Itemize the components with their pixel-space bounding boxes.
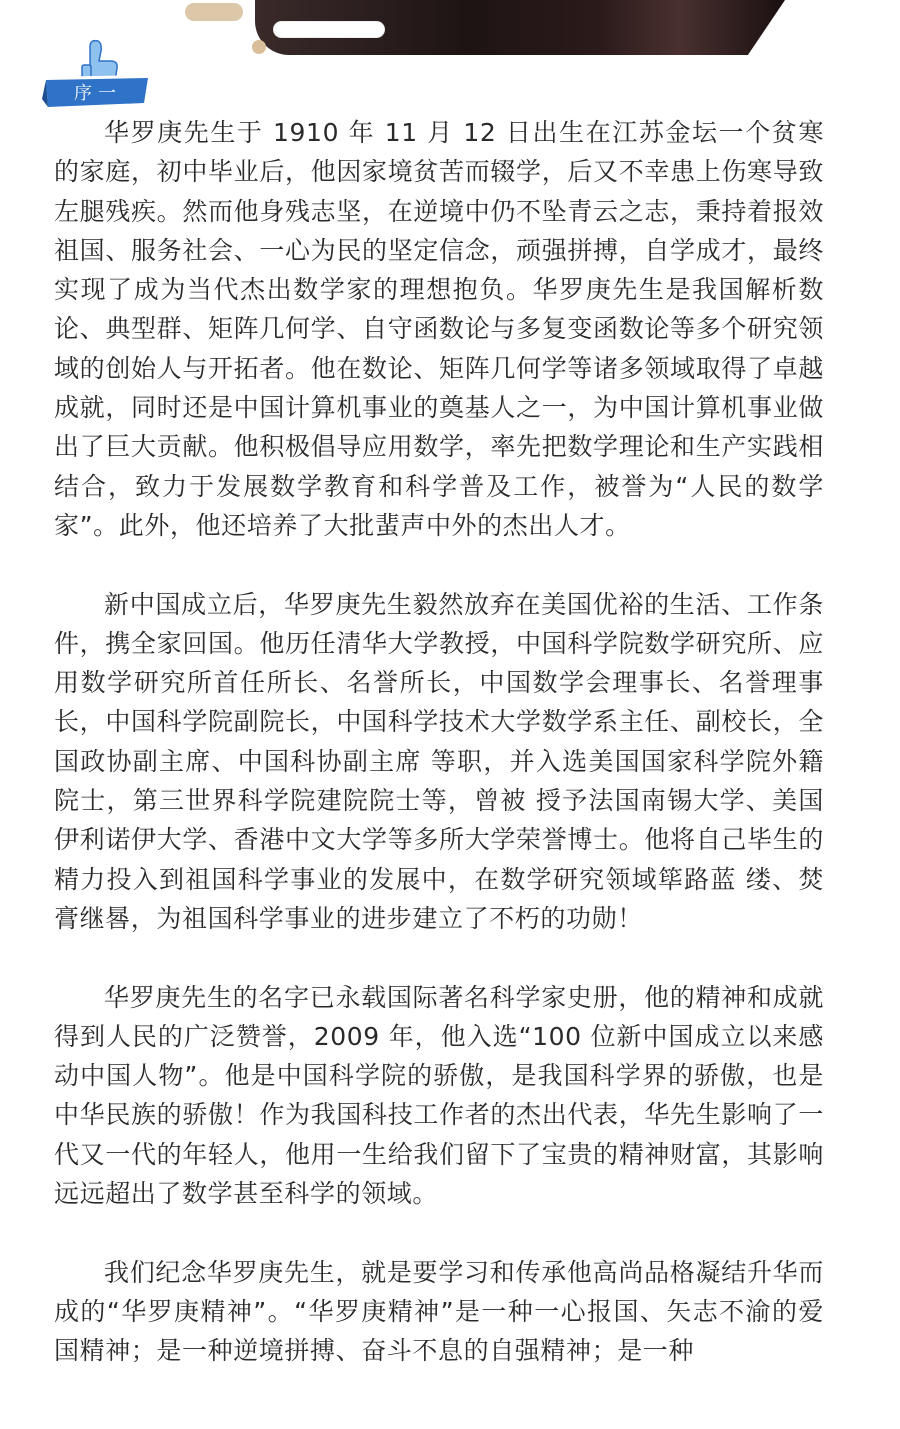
paragraph: 新中国成立后，华罗庚先生毅然放弃在美国优裕的生活、工作条件，携全家回国。他历任清华大学教授，中国科学院数学研究所、应用数学研究所首任所长、名誉所长，中国数学会理事长、名誉理事长，中国科学院副院长，中国科学技术大学数学系主任、副校长，全国政协副主席、中国科协副主席 等职，并入选美国国家科学院外籍院士，第三世界科学院建院院士等，曾被 授予法国南锡大学、美国伊利诺伊大学、香港中文大学等多所大学荣誉博士。他将自己毕生的精力投入到祖国科学事业的发展中，在数学研究领域筚路蓝 缕、焚膏继晷，为祖国科学事业的进步建立了不朽的功勋！: [54, 589, 824, 933]
decorative-gold-pill: [185, 3, 243, 21]
section-label: 序一: [74, 83, 122, 104]
paragraph: 华罗庚先生的名字已永载国际著名科学家史册，他的精神和成就得到人民的广泛赞誉，2009 年，他入选“100 位新中国成立以来感动中国人物”。他是中国科学院的骄傲，是我国科学界的骄傲，也是中华民族的骄傲！作为我国科技工作者的杰出代表，华先生影响了一代又一代的年轻人，他用一生给我们留下了宝贵的精神财富，其影响远远超出了数学甚至科学的领域。: [54, 982, 824, 1209]
decorative-white-pill: [274, 22, 384, 37]
paragraph: 我们纪念华罗庚先生，就是要学习和传承他高尚品格凝结升华而成的“华罗庚精神”。“华罗庚精神”是一种一心报国、矢志不渝的爱国精神；是一种逆境拼搏、奋斗不息的自强精神；是一种: [54, 1257, 824, 1366]
article-body: [54, 113, 824, 1410]
section-badge: [38, 35, 154, 115]
decorative-gold-dot: [252, 40, 266, 54]
paragraph: 华罗庚先生于 1910 年 11 月 12 日出生在江苏金坛一个贫寒的家庭，初中毕业后，他因家境贫苦而辍学，后又不幸患上伤寒导致左腿残疾。然而他身残志坚，在逆境中仍不坠青云之志，秉持着报效祖国、服务社会、一心为民的坚定信念，顽强拼搏，自学成才，最终实现了成为当代杰出数学家的理想抱负。华罗庚先生是我国解析数论、典型群、矩阵几何学、自守函数论与多复变函数论等多个研究领域的创始人与开拓者。他在数论、矩阵几何学等诸多领域取得了卓越成就，同时还是中国计算机事业的奠基人之一，为中国计算机事业做出了巨大贡献。他积极倡导应用数学，率先把数学理论和生产实践相结合，致力于发展数学教育和科学普及工作，被誉为“人民的数学家”。此外，他还培养了大批蜚声中外的杰出人才。: [54, 118, 824, 540]
